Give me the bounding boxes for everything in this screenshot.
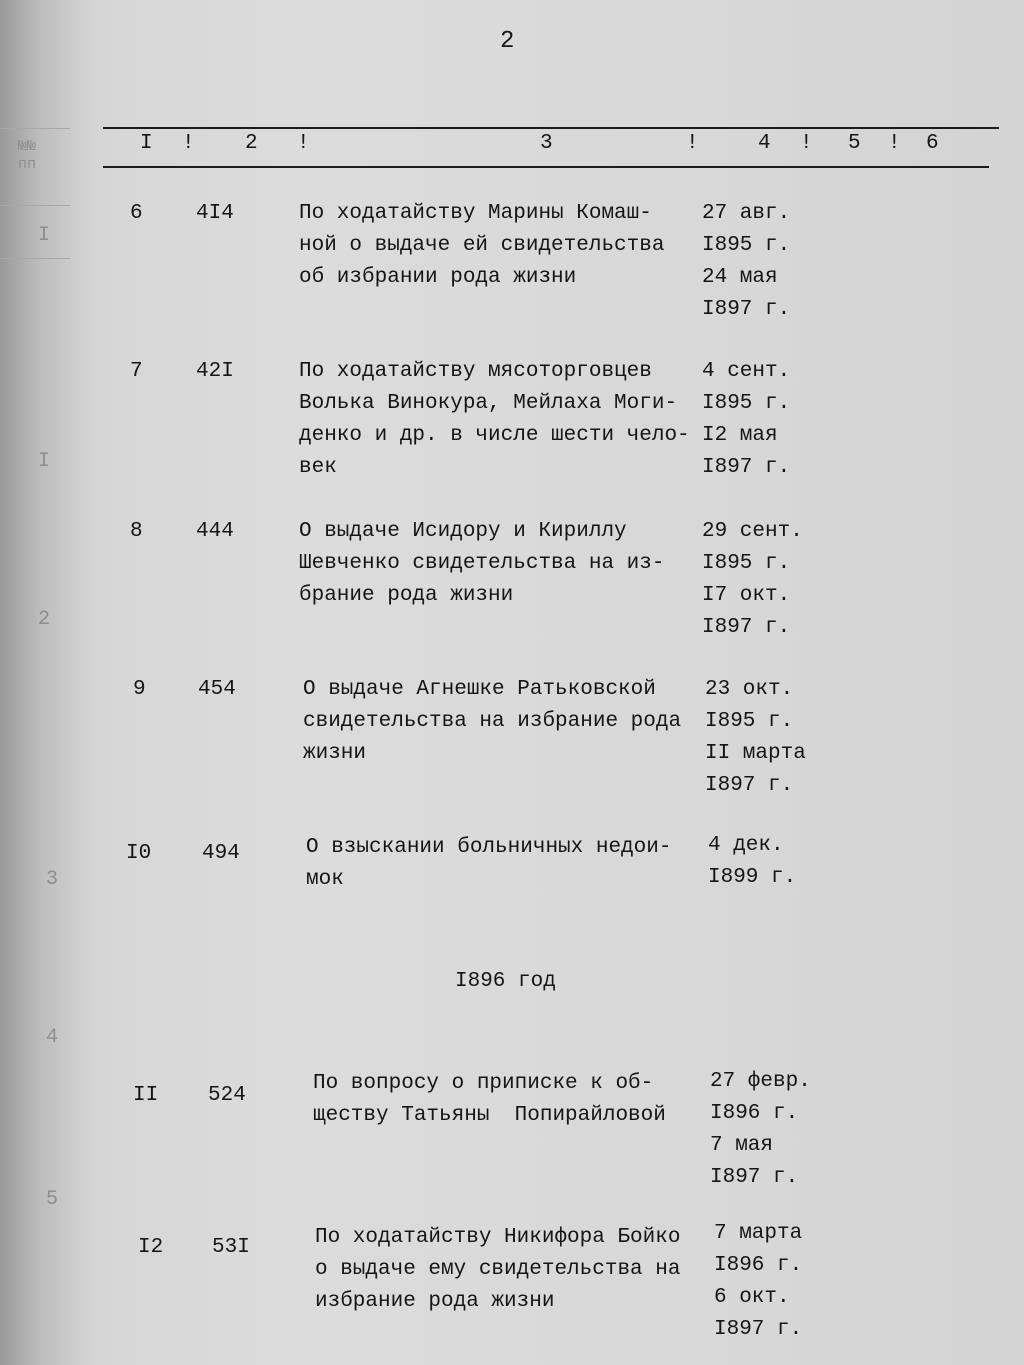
table-header-rule xyxy=(103,166,989,168)
margin-rule xyxy=(0,258,70,259)
row-file-number: 524 xyxy=(208,1084,246,1107)
row-number: I0 xyxy=(126,842,152,865)
header-separator: ! xyxy=(182,132,195,155)
row-number: 6 xyxy=(130,202,143,225)
margin-ghost-mark: 3 xyxy=(46,868,59,891)
page-number: 2 xyxy=(500,28,515,55)
row-number: 8 xyxy=(130,520,143,543)
table-top-rule xyxy=(103,127,999,129)
row-number: 7 xyxy=(130,360,143,383)
row-description: О выдаче Агнешке Ратьковской свидетельства на избрание рода жизни xyxy=(303,678,682,765)
row-dates: 29 сент. I895 г. I7 окт. I897 г. xyxy=(702,520,803,639)
row-description: О выдаче Исидору и Кириллу Шевченко свидетельства на из- брание рода жизни xyxy=(299,520,665,607)
row-description: О взыскании больничных недои- мок xyxy=(306,836,672,891)
row-dates: 27 авг. I895 г. 24 мая I897 г. xyxy=(702,202,791,321)
row-description: По ходатайству Марины Комаш- ной о выдаче ей свидетельства об избрании рода жизни xyxy=(299,202,665,289)
row-number: 9 xyxy=(133,678,146,701)
row-number: II xyxy=(133,1084,159,1107)
header-separator: ! xyxy=(686,132,699,155)
row-file-number: 4I4 xyxy=(196,202,234,225)
margin-ghost-mark: 4 xyxy=(46,1026,59,1049)
row-number: I2 xyxy=(138,1236,164,1259)
margin-ghost-label: №№ пп xyxy=(18,138,37,173)
header-col-3: 3 xyxy=(540,132,553,155)
header-col-5: 5 xyxy=(848,132,861,155)
header-separator: ! xyxy=(800,132,813,155)
row-dates: 7 марта I896 г. 6 окт. I897 г. xyxy=(714,1222,803,1341)
row-file-number: 444 xyxy=(196,520,234,543)
header-col-4: 4 xyxy=(758,132,771,155)
row-dates: 23 окт. I895 г. II марта I897 г. xyxy=(705,678,806,797)
margin-ghost-mark: I xyxy=(38,450,51,473)
margin-ghost-mark: 2 xyxy=(38,608,51,631)
row-file-number: 454 xyxy=(198,678,236,701)
margin-rule xyxy=(0,128,70,129)
row-dates: 4 сент. I895 г. I2 мая I897 г. xyxy=(702,360,791,479)
row-description: По вопросу о приписке к об- ществу Татьяны Попирайловой xyxy=(313,1072,666,1127)
margin-ghost-mark: I xyxy=(38,224,51,247)
row-file-number: 53I xyxy=(212,1236,250,1259)
row-dates: 4 дек. I899 г. xyxy=(708,834,797,889)
header-col-6: 6 xyxy=(926,132,939,155)
header-separator: ! xyxy=(297,132,310,155)
header-col-1: I xyxy=(140,132,153,155)
margin-ghost-mark: 5 xyxy=(46,1188,59,1211)
header-separator: ! xyxy=(888,132,901,155)
row-file-number: 42I xyxy=(196,360,234,383)
row-description: По ходатайству Никифора Бойко о выдаче ему свидетельства на избрание рода жизни xyxy=(315,1226,681,1313)
header-col-2: 2 xyxy=(245,132,258,155)
row-dates: 27 февр. I896 г. 7 мая I897 г. xyxy=(710,1070,811,1189)
row-description: По ходатайству мясоторговцев Волька Винокура, Мейлаха Моги- денко и др. в числе шести чело- век xyxy=(299,360,690,479)
margin-rule xyxy=(0,205,70,206)
row-file-number: 494 xyxy=(202,842,240,865)
year-heading: I896 год xyxy=(455,970,556,993)
